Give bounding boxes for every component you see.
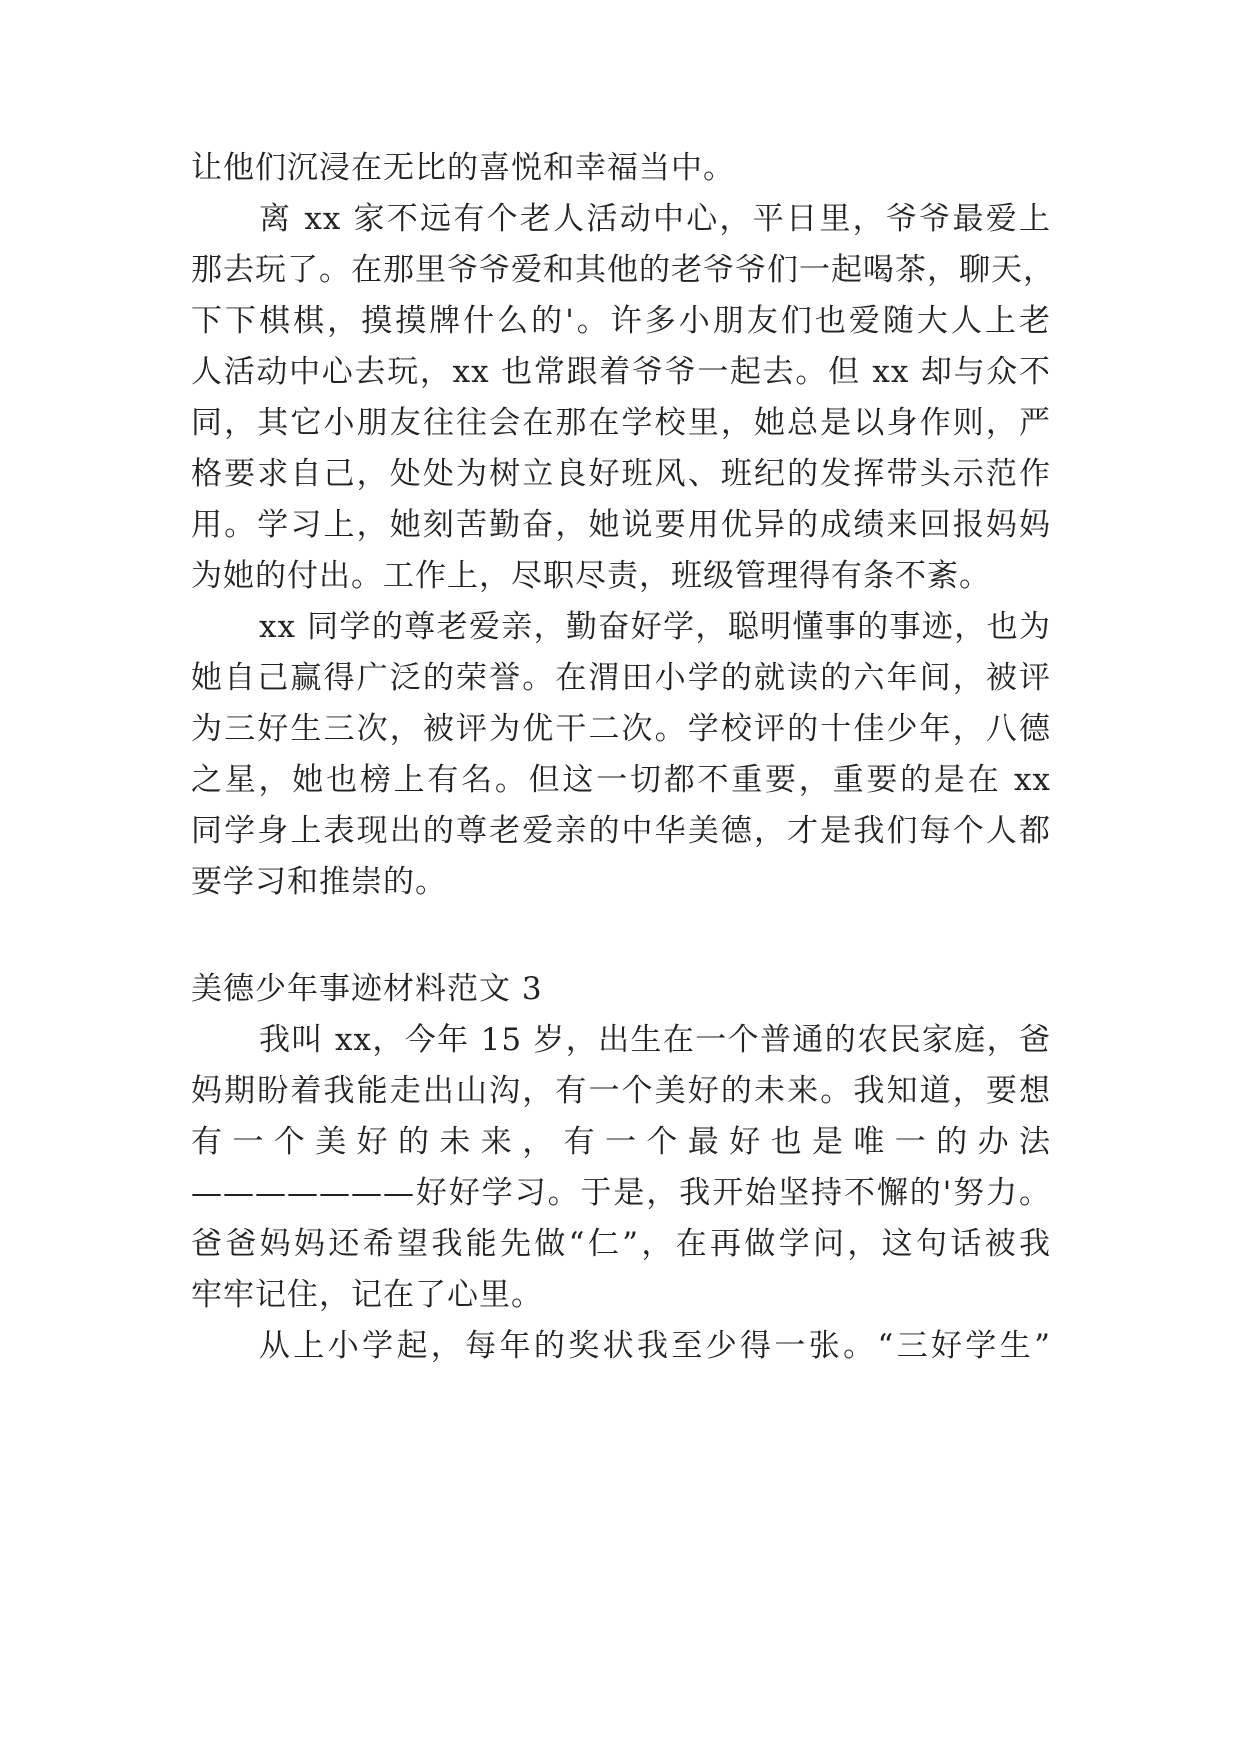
text-line: 她自己赢得广泛的荣誉。在渭田小学的就读的六年间，被评 [191,660,1051,696]
text-line: 用。学习上，她刻苦勤奋，她说要用优异的成绩来回报妈妈 [191,507,1051,543]
text-line: 为三好生三次，被评为优干二次。学校评的十佳少年，八德 [191,711,1051,747]
text-line: 之星，她也榜上有名。但这一切都不重要，重要的是在 xx [191,762,1051,798]
text-line: 有一个美好的未来，有一个最好也是唯一的办法 [191,1124,1051,1160]
text-line: 爸爸妈妈还希望我能先做“仁”，在再做学问，这句话被我 [191,1226,1051,1262]
text-line: ———————好好学习。于是，我开始坚持不懈的'努力。 [191,1175,1051,1211]
text-line: 同，其它小朋友往往会在那在学校里，她总是以身作则，严 [191,405,1051,441]
text-line: 为她的付出。工作上，尽职尽责，班级管理得有条不紊。 [191,558,991,594]
text-line: xx 同学的尊老爱亲，勤奋好学，聪明懂事的事迹，也为 [259,609,1051,645]
text-line: 从上小学起，每年的奖状我至少得一张。“三好学生” [259,1328,1051,1364]
text-line: 那去玩了。在那里爷爷爱和其他的老爷爷们一起喝茶，聊天， [191,252,1055,288]
text-line: 我叫 xx，今年 15 岁，出生在一个普通的农民家庭，爸 [259,1022,1051,1058]
text-line: 妈期盼着我能走出山沟，有一个美好的未来。我知道，要想 [191,1073,1051,1109]
text-line: 牢牢记住，记在了心里。 [191,1277,543,1313]
section-heading: 美德少年事迹材料范文 3 [191,971,543,1007]
text-line: 要学习和推崇的。 [191,864,447,900]
text-line: 让他们沉浸在无比的喜悦和幸福当中。 [191,150,735,186]
text-line: 离 xx 家不远有个老人活动中心，平日里，爷爷最爱上 [259,201,1051,237]
text-line: 下下棋棋，摸摸牌什么的'。许多小朋友们也爱随大人上老 [191,303,1051,339]
text-line: 人活动中心去玩，xx 也常跟着爷爷一起去。但 xx 却与众不 [191,354,1051,390]
text-line: 同学身上表现出的尊老爱亲的中华美德，才是我们每个人都 [191,813,1051,849]
text-line: 格要求自己，处处为树立良好班风、班纪的发挥带头示范作 [191,456,1051,492]
